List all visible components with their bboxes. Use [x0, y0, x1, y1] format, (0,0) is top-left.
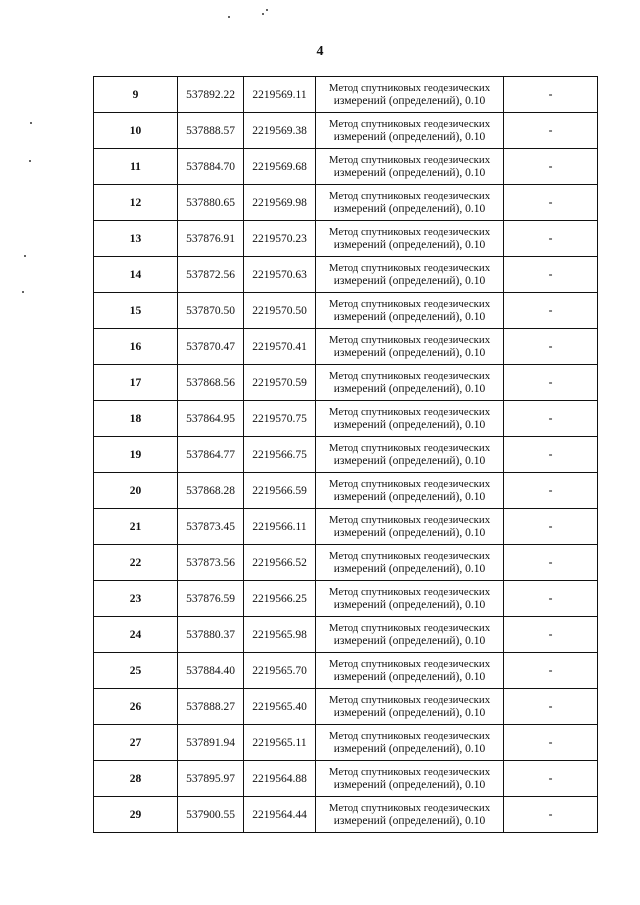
- table-row: [94, 797, 598, 833]
- method-cell: [316, 401, 504, 437]
- method-cell: [316, 257, 504, 293]
- extra-cell: -: [504, 509, 598, 545]
- point-number-cell: 26: [94, 689, 178, 725]
- method-line-2: измерений (определений), 0.10: [333, 814, 486, 827]
- point-number-cell: 21: [94, 509, 178, 545]
- method-line-1: Метод спутниковых геодезических: [328, 657, 491, 670]
- extra-cell: -: [504, 689, 598, 725]
- scan-speck: [30, 122, 32, 124]
- method-line-2: измерений (определений), 0.10: [333, 130, 486, 143]
- extra-cell: -: [504, 437, 598, 473]
- x-coordinate-cell: 537864.95: [178, 401, 244, 437]
- method-cell: [316, 221, 504, 257]
- y-coordinate-cell: 2219565.11: [244, 725, 316, 761]
- extra-cell: -: [504, 113, 598, 149]
- point-number-cell: 24: [94, 617, 178, 653]
- table-row: [94, 365, 598, 401]
- x-coordinate-cell: 537873.45: [178, 509, 244, 545]
- point-number-cell: 16: [94, 329, 178, 365]
- x-coordinate-cell: 537864.77: [178, 437, 244, 473]
- method-cell: [316, 617, 504, 653]
- y-coordinate-cell: 2219569.11: [244, 77, 316, 113]
- method-line-2: измерений (определений), 0.10: [333, 778, 486, 791]
- y-coordinate-cell: 2219570.75: [244, 401, 316, 437]
- table-row: [94, 257, 598, 293]
- y-coordinate-cell: 2219564.88: [244, 761, 316, 797]
- x-coordinate-cell: 537880.65: [178, 185, 244, 221]
- coordinates-table: [93, 76, 598, 833]
- method-line-1: Метод спутниковых геодезических: [328, 765, 491, 778]
- method-cell: [316, 653, 504, 689]
- extra-cell: -: [504, 329, 598, 365]
- y-coordinate-cell: 2219565.40: [244, 689, 316, 725]
- method-cell: [316, 545, 504, 581]
- method-cell: [316, 761, 504, 797]
- point-number-cell: 11: [94, 149, 178, 185]
- method-line-2: измерений (определений), 0.10: [333, 598, 486, 611]
- x-coordinate-cell: 537870.50: [178, 293, 244, 329]
- y-coordinate-cell: 2219570.59: [244, 365, 316, 401]
- method-line-2: измерений (определений), 0.10: [333, 454, 486, 467]
- method-cell: [316, 293, 504, 329]
- x-coordinate-cell: 537892.22: [178, 77, 244, 113]
- method-line-1: Метод спутниковых геодезических: [328, 153, 491, 166]
- table-row: [94, 149, 598, 185]
- method-line-2: измерений (определений), 0.10: [333, 166, 486, 179]
- table-row: [94, 185, 598, 221]
- scan-speck: [24, 255, 26, 257]
- extra-cell: -: [504, 653, 598, 689]
- point-number-cell: 9: [94, 77, 178, 113]
- method-line-1: Метод спутниковых геодезических: [328, 117, 491, 130]
- table-row: [94, 437, 598, 473]
- x-coordinate-cell: 537884.40: [178, 653, 244, 689]
- table-row: [94, 761, 598, 797]
- extra-cell: -: [504, 365, 598, 401]
- point-number-cell: 28: [94, 761, 178, 797]
- method-line-1: Метод спутниковых геодезических: [328, 801, 491, 814]
- point-number-cell: 17: [94, 365, 178, 401]
- table-row: [94, 689, 598, 725]
- method-line-1: Метод спутниковых геодезических: [328, 513, 491, 526]
- extra-cell: -: [504, 293, 598, 329]
- x-coordinate-cell: 537895.97: [178, 761, 244, 797]
- y-coordinate-cell: 2219570.50: [244, 293, 316, 329]
- extra-cell: -: [504, 401, 598, 437]
- x-coordinate-cell: 537880.37: [178, 617, 244, 653]
- method-line-2: измерений (определений), 0.10: [333, 94, 486, 107]
- x-coordinate-cell: 537891.94: [178, 725, 244, 761]
- x-coordinate-cell: 537868.56: [178, 365, 244, 401]
- method-cell: [316, 185, 504, 221]
- method-line-2: измерений (определений), 0.10: [333, 274, 486, 287]
- point-number-cell: 15: [94, 293, 178, 329]
- coordinates-table-body: [94, 77, 598, 833]
- x-coordinate-cell: 537868.28: [178, 473, 244, 509]
- point-number-cell: 22: [94, 545, 178, 581]
- scan-speck: [266, 9, 268, 11]
- table-row: [94, 473, 598, 509]
- page-number: 4: [316, 44, 324, 59]
- scan-speck: [228, 16, 230, 18]
- x-coordinate-cell: 537873.56: [178, 545, 244, 581]
- method-line-1: Метод спутниковых геодезических: [328, 441, 491, 454]
- method-line-2: измерений (определений), 0.10: [333, 526, 486, 539]
- method-line-1: Метод спутниковых геодезических: [328, 693, 491, 706]
- method-line-1: Метод спутниковых геодезических: [328, 189, 491, 202]
- point-number-cell: 18: [94, 401, 178, 437]
- method-line-2: измерений (определений), 0.10: [333, 634, 486, 647]
- method-line-1: Метод спутниковых геодезических: [328, 297, 491, 310]
- method-line-1: Метод спутниковых геодезических: [328, 81, 491, 94]
- method-line-1: Метод спутниковых геодезических: [328, 261, 491, 274]
- extra-cell: -: [504, 545, 598, 581]
- extra-cell: -: [504, 257, 598, 293]
- table-row: [94, 221, 598, 257]
- y-coordinate-cell: 2219565.98: [244, 617, 316, 653]
- x-coordinate-cell: 537876.59: [178, 581, 244, 617]
- point-number-cell: 14: [94, 257, 178, 293]
- method-cell: [316, 689, 504, 725]
- scan-speck: [262, 13, 264, 15]
- method-line-1: Метод спутниковых геодезических: [328, 549, 491, 562]
- x-coordinate-cell: 537888.57: [178, 113, 244, 149]
- y-coordinate-cell: 2219570.41: [244, 329, 316, 365]
- scan-speck: [29, 160, 31, 162]
- extra-cell: -: [504, 725, 598, 761]
- method-cell: [316, 581, 504, 617]
- y-coordinate-cell: 2219570.63: [244, 257, 316, 293]
- method-cell: [316, 149, 504, 185]
- x-coordinate-cell: 537876.91: [178, 221, 244, 257]
- method-line-1: Метод спутниковых геодезических: [328, 621, 491, 634]
- method-line-2: измерений (определений), 0.10: [333, 382, 486, 395]
- method-line-2: измерений (определений), 0.10: [333, 706, 486, 719]
- method-line-2: измерений (определений), 0.10: [333, 202, 486, 215]
- point-number-cell: 25: [94, 653, 178, 689]
- table-row: [94, 725, 598, 761]
- y-coordinate-cell: 2219566.75: [244, 437, 316, 473]
- x-coordinate-cell: 537888.27: [178, 689, 244, 725]
- table-row: [94, 617, 598, 653]
- method-line-2: измерений (определений), 0.10: [333, 418, 486, 431]
- y-coordinate-cell: 2219569.98: [244, 185, 316, 221]
- extra-cell: -: [504, 761, 598, 797]
- method-line-1: Метод спутниковых геодезических: [328, 729, 491, 742]
- method-cell: [316, 113, 504, 149]
- method-line-1: Метод спутниковых геодезических: [328, 477, 491, 490]
- point-number-cell: 20: [94, 473, 178, 509]
- table-row: [94, 293, 598, 329]
- y-coordinate-cell: 2219566.59: [244, 473, 316, 509]
- method-line-2: измерений (определений), 0.10: [333, 238, 486, 251]
- extra-cell: -: [504, 473, 598, 509]
- method-line-1: Метод спутниковых геодезических: [328, 585, 491, 598]
- scan-speck: [22, 291, 24, 293]
- x-coordinate-cell: 537900.55: [178, 797, 244, 833]
- method-line-1: Метод спутниковых геодезических: [328, 405, 491, 418]
- method-line-1: Метод спутниковых геодезических: [328, 225, 491, 238]
- table-row: [94, 509, 598, 545]
- point-number-cell: 12: [94, 185, 178, 221]
- method-cell: [316, 509, 504, 545]
- y-coordinate-cell: 2219569.68: [244, 149, 316, 185]
- method-cell: [316, 797, 504, 833]
- table-row: [94, 329, 598, 365]
- method-cell: [316, 725, 504, 761]
- method-line-1: Метод спутниковых геодезических: [328, 369, 491, 382]
- point-number-cell: 19: [94, 437, 178, 473]
- table-row: [94, 77, 598, 113]
- x-coordinate-cell: 537872.56: [178, 257, 244, 293]
- extra-cell: -: [504, 221, 598, 257]
- extra-cell: -: [504, 797, 598, 833]
- method-line-1: Метод спутниковых геодезических: [328, 333, 491, 346]
- method-line-2: измерений (определений), 0.10: [333, 742, 486, 755]
- x-coordinate-cell: 537884.70: [178, 149, 244, 185]
- method-line-2: измерений (определений), 0.10: [333, 346, 486, 359]
- y-coordinate-cell: 2219569.38: [244, 113, 316, 149]
- extra-cell: -: [504, 149, 598, 185]
- y-coordinate-cell: 2219570.23: [244, 221, 316, 257]
- table-row: [94, 581, 598, 617]
- method-line-2: измерений (определений), 0.10: [333, 670, 486, 683]
- x-coordinate-cell: 537870.47: [178, 329, 244, 365]
- extra-cell: -: [504, 77, 598, 113]
- method-cell: [316, 329, 504, 365]
- y-coordinate-cell: 2219566.25: [244, 581, 316, 617]
- extra-cell: -: [504, 617, 598, 653]
- point-number-cell: 23: [94, 581, 178, 617]
- extra-cell: -: [504, 581, 598, 617]
- extra-cell: -: [504, 185, 598, 221]
- table-row: [94, 401, 598, 437]
- y-coordinate-cell: 2219565.70: [244, 653, 316, 689]
- y-coordinate-cell: 2219564.44: [244, 797, 316, 833]
- table-row: [94, 545, 598, 581]
- method-cell: [316, 365, 504, 401]
- point-number-cell: 10: [94, 113, 178, 149]
- table-row: [94, 653, 598, 689]
- table-row: [94, 113, 598, 149]
- point-number-cell: 29: [94, 797, 178, 833]
- point-number-cell: 13: [94, 221, 178, 257]
- point-number-cell: 27: [94, 725, 178, 761]
- method-cell: [316, 77, 504, 113]
- method-cell: [316, 437, 504, 473]
- y-coordinate-cell: 2219566.52: [244, 545, 316, 581]
- method-line-2: измерений (определений), 0.10: [333, 490, 486, 503]
- method-line-2: измерений (определений), 0.10: [333, 562, 486, 575]
- method-line-2: измерений (определений), 0.10: [333, 310, 486, 323]
- method-cell: [316, 473, 504, 509]
- y-coordinate-cell: 2219566.11: [244, 509, 316, 545]
